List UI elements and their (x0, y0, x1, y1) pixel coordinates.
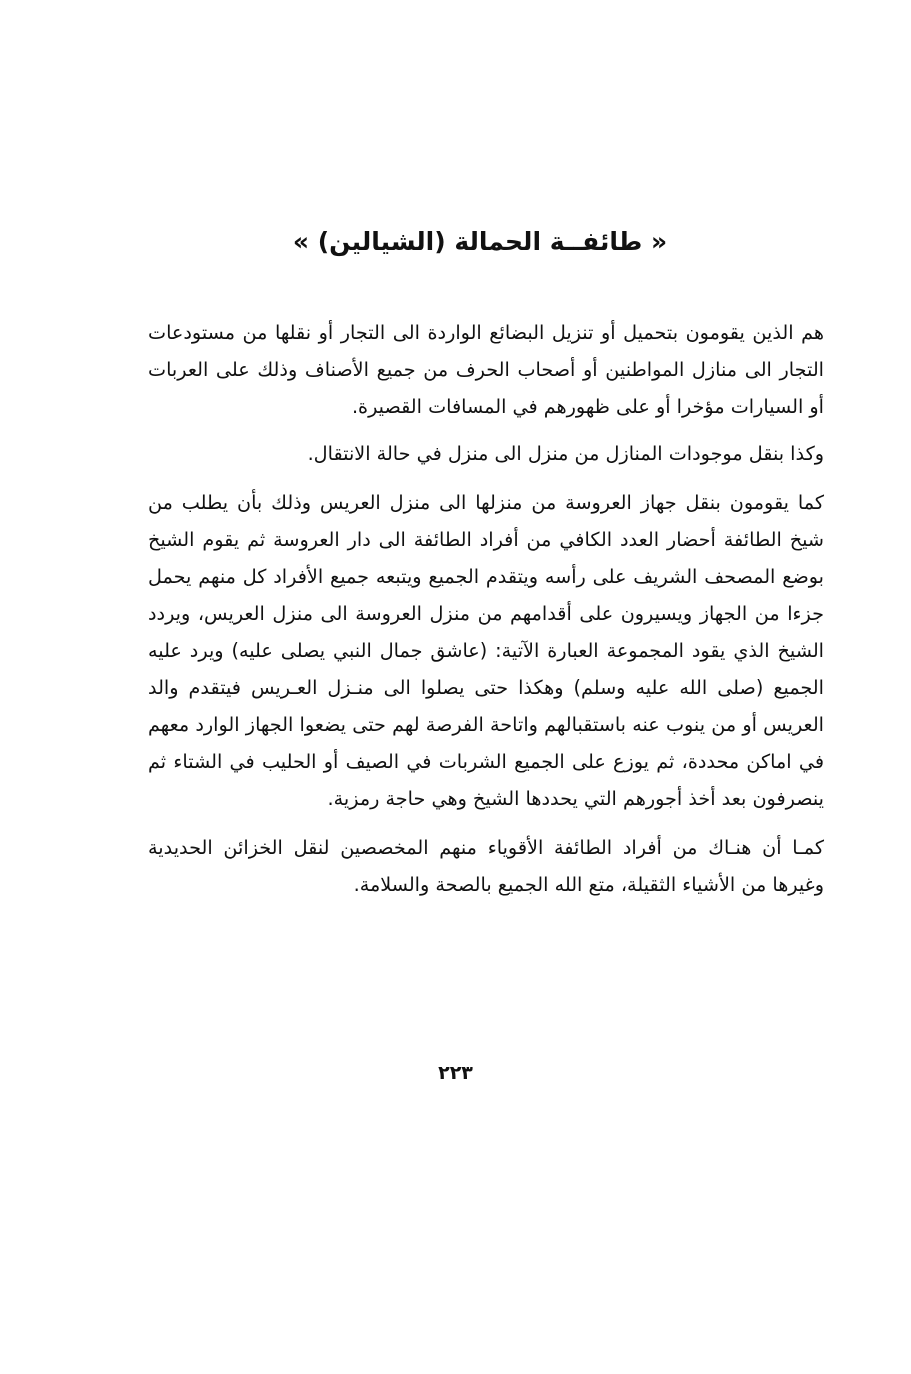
paragraph-1: هم الذين يقومون بتحميل أو تنزيل البضائع الواردة الى التجار أو نقلها من مستودعات التجار الى منازل المواطنين أو أصحاب الحرف من جميع الأصناف وذلك على العربات أو السيارات مؤخرا أو على ظهورهم في المسافات القصيرة. (148, 321, 824, 418)
paragraph-3: كما يقومون بنقل جهاز العروسة من منزلها الى منزل العريس وذلك بأن يطلب من شيخ الطائفة أحضار العدد الكافي من أفراد الطائفة الى دار العروسة ثم يقوم الشيخ بوضع المصحف الشريف على رأسه ويتقدم الجميع ويتبعه جميع الأفراد كل منهم يحمل جزءا من الجهاز ويسيرون على أقدامهم من منزل العروسة الى منزل العريس، ويردد الشيخ الذي يقود المجموعة العبارة الآتية: (عاشق جمال النبي يصلى عليه) ويرد عليه الجميع (صلى الله عليه وسلم) وهكذا حتى يصلوا الى منـزل العـريس فيتقدم والد العريس أو من ينوب عنه باستقبالهم واتاحة الفرصة لهم حتى يضعوا الجهاز الوارد معهم في اماكن محددة، ثم يوزع على الجميع الشربات في الصيف أو الحليب في الشتاء ثم ينصرفون بعد أخذ أجورهم التي يحددها الشيخ وهي حاجة رمزية. (148, 491, 824, 810)
body-text (148, 314, 824, 903)
section-title: « طائفــة الحمالة (الشيالين) » (292, 227, 668, 256)
paragraph-4: كمـا أن هنـاك من أفراد الطائفة الأقوياء منهم المخصصين لنقل الخزائن الحديدية وغيرها من الأشياء الثقيلة، متع الله الجميع بالصحة والسلامة. (148, 836, 824, 896)
paragraph-2: وكذا بنقل موجودات المنازل من منزل الى منزل في حالة الانتقال. (307, 442, 824, 465)
page-number: ٢٢٣ (438, 1062, 473, 1084)
